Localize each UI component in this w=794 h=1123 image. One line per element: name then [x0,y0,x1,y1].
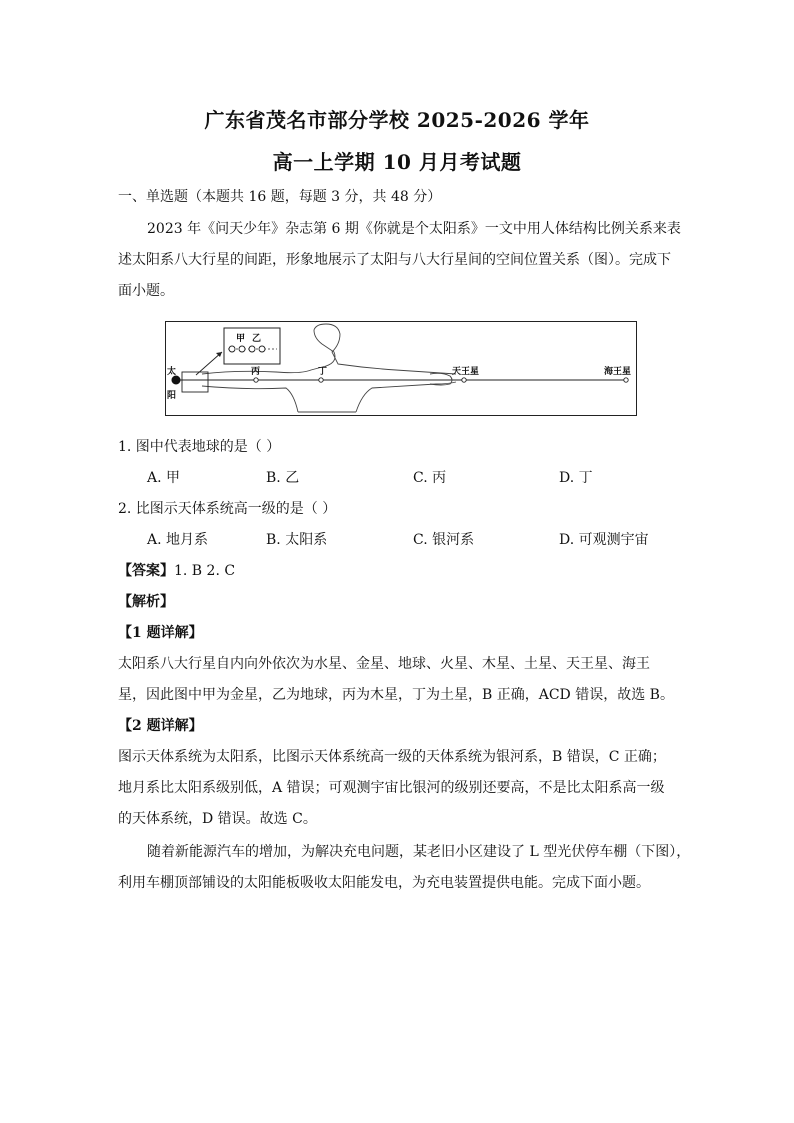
label-yi: 乙 [252,334,262,344]
passage1-line3: 面小题。 [118,283,174,299]
analysis-q1-heading: 【1 题详解】 [118,625,203,641]
analysis-q2-line3: 的天体系统，D 错误。故选 C。 [118,811,317,827]
analysis-q2-heading: 【2 题详解】 [118,718,203,734]
passage2-line1: 随着新能源汽车的增加，为解决充电问题，某老旧小区建设了 L 型光伏停车棚（下图）， [147,844,691,860]
label-ding: 丁 [318,367,328,377]
analysis-label: 【解析】 [118,594,174,610]
planet-ding [319,378,323,382]
label-bing: 丙 [251,367,261,377]
question-1-stem: 1. 图中代表地球的是（ ） [118,439,281,455]
analysis-q1-line1: 太阳系八大行星自内向外依次为水星、金星、地球、火星、木星、土星、天王星、海王 [118,656,650,672]
passage1-line2: 述太阳系八大行星的间距，形象地展示了太阳与八大行星间的空间位置关系（图）。完成下 [118,252,671,268]
label-neptune: 海王星 [604,367,632,377]
planet-neptune [624,378,628,382]
question-1-option-b[interactable]: B. 乙 [266,470,300,486]
planet-bing [254,378,258,382]
section-heading: 一、单选题（本题共 16 题，每题 3 分，共 48 分） [118,189,442,205]
page-title-line1: 广东省茂名市部分学校 2025-2026 学年 [204,108,590,132]
planet-uranus [462,378,466,382]
question-1-option-d[interactable]: D. 丁 [559,470,593,486]
question-1-option-a[interactable]: A. 甲 [147,470,181,486]
question-2-option-b[interactable]: B. 太阳系 [266,532,328,548]
analysis-q1-line2: 星，因此图中甲为金星，乙为地球，丙为木星，丁为土星，B 正确，ACD 错误，故选 B。 [118,687,674,703]
page-title-line2: 高一上学期 10 月月考试题 [272,150,522,174]
label-sun-bottom: 阳 [167,391,177,401]
label-jia: 甲 [236,334,246,344]
analysis-q2-line1: 图示天体系统为太阳系，比图示天体系统高一级的天体系统为银河系，B 错误，C 正确； [118,749,666,765]
question-2-option-d[interactable]: D. 可观测宇宙 [559,532,649,548]
passage1-line1: 2023 年《问天少年》杂志第 6 期《你就是个太阳系》一文中用人体结构比例关系来表 [147,221,681,237]
answer-value: 1. B 2. C [174,563,236,579]
answer-row [118,560,235,580]
question-2-option-c[interactable]: C. 银河系 [413,532,475,548]
question-2-option-a[interactable]: A. 地月系 [147,532,209,548]
question-2-stem: 2. 比图示天体系统高一级的是（ ） [118,501,337,517]
analysis-q2-line2: 地月系比太阳系级别低，A 错误；可观测宇宙比银河的级别还要高，不是比太阳系高一级 [118,780,665,796]
passage2-line2: 利用车棚顶部铺设的太阳能板吸收太阳能发电，为充电装置提供电能。完成下面小题。 [118,875,650,891]
label-sun-top: 太 [167,367,177,377]
question-1-option-c[interactable]: C. 丙 [413,470,447,486]
solar-system-body-figure [165,321,637,416]
label-uranus: 天王星 [452,367,480,377]
answer-label: 【答案】 [118,563,174,579]
